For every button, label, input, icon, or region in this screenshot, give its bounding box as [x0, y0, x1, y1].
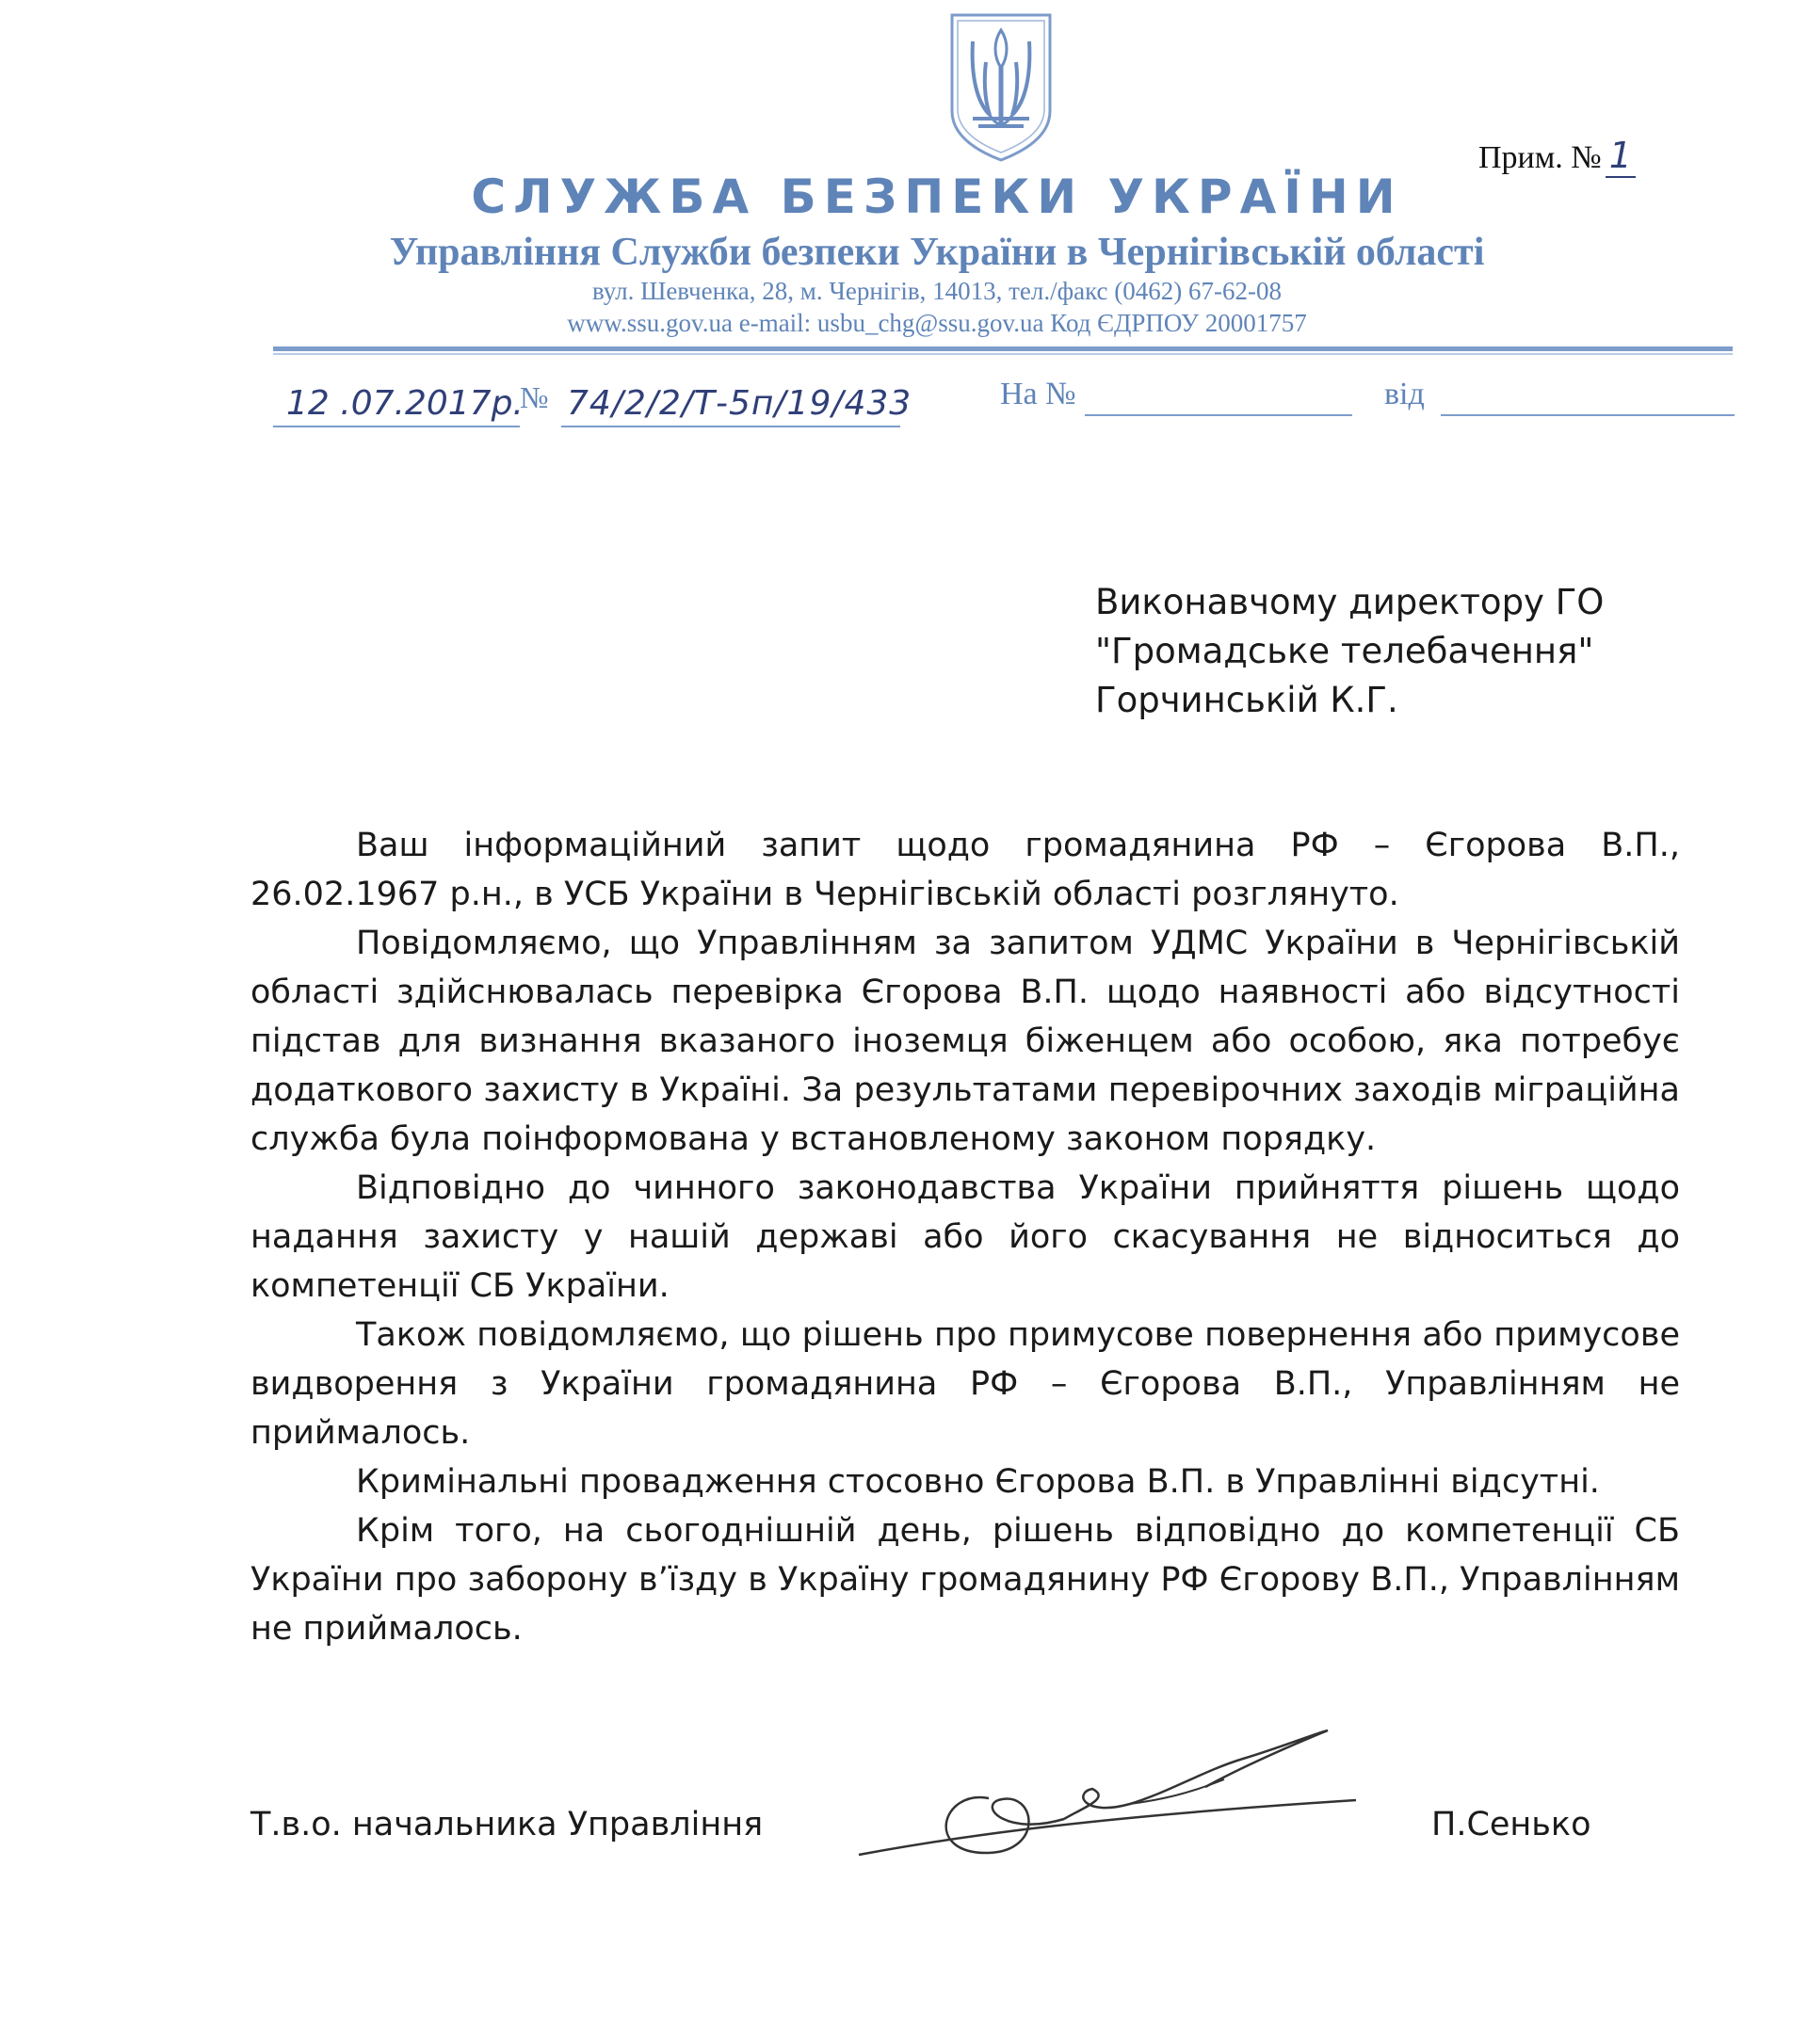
from-underline	[1441, 414, 1735, 416]
number-underline	[561, 426, 900, 427]
from-label: від	[1384, 377, 1425, 411]
handwritten-signature	[848, 1714, 1375, 1874]
outgoing-date: 12 .07.2017р.	[286, 384, 524, 423]
contacts-line: www.ssu.gov.ua e-mail: usbu_chg@ssu.gov.ua Код ЄДРПОУ 20001757	[567, 309, 1307, 337]
recipient-organization: "Громадське телебачення"	[1095, 631, 1594, 671]
registration-line	[273, 377, 1742, 433]
date-underline	[273, 426, 520, 427]
signatory-position: Т.в.о. начальника Управління	[250, 1806, 764, 1843]
reference-underline	[1085, 414, 1352, 416]
outgoing-number: 74/2/2/Т-5п/19/433	[567, 384, 912, 423]
copy-number-label: Прим. №	[1478, 140, 1602, 175]
recipient-block	[1095, 578, 1604, 725]
letterhead-divider-thin	[273, 353, 1733, 355]
body-paragraph: Повідомляємо, що Управлінням за запитом УДМС України в Чернігівській області здійснювалась перевірка Єгорова В.П. щодо наявності або відсутності підстав для визнання вказаного іноземця біженцем або особою, яка потребує додаткового захисту в Україні. За результатами перевірочних заходів міграційна служба була поінформована у встановленому законом порядку.	[250, 925, 1680, 1158]
body-paragraph: Кримінальні провадження стосовно Єгорова В.П. в Управлінні відсутні.	[356, 1463, 1600, 1501]
address-line: вул. Шевченка, 28, м. Чернігів, 14013, тел./факс (0462) 67-62-08	[591, 277, 1283, 305]
body-paragraph: Ваш інформаційний запит щодо громадянина РФ – Єгорова В.П., 26.02.1967 р.н., в УСБ України в Чернігівській області розглянуто.	[250, 827, 1680, 913]
recipient-name: Горчинській К.Г.	[1095, 680, 1398, 720]
organization-title: СЛУЖБА БЕЗПЕКИ УКРАЇНИ	[471, 169, 1403, 224]
body-paragraph: Відповідно до чинного законодавства України прийняття рішень щодо надання захисту у нашій державі або його скасування не відноситься до компетенції СБ України.	[250, 1169, 1680, 1305]
organization-subtitle: Управління Служби безпеки України в Чернігівській області	[389, 231, 1485, 274]
copy-number-value: 1	[1606, 135, 1636, 178]
recipient-position: Виконавчому директору ГО	[1095, 582, 1605, 622]
body-paragraph: Крім того, на сьогоднішній день, рішень відповідно до компетенції СБ України про заборону в’їзду в Україну громадянину РФ Єгорову В.П., Управлінням не приймалось.	[250, 1512, 1680, 1648]
letterhead-divider	[273, 346, 1733, 351]
letter-body	[250, 821, 1680, 1653]
reference-label: На №	[1000, 377, 1076, 411]
coat-of-arms-icon	[946, 9, 1056, 165]
body-paragraph: Також повідомляємо, що рішень про примусове повернення або примусове видворення з України громадянина РФ – Єгорова В.П., Управлінням не приймалось.	[250, 1316, 1680, 1452]
signatory-name: П.Сенько	[1431, 1806, 1591, 1843]
outgoing-number-label: №	[520, 380, 549, 414]
